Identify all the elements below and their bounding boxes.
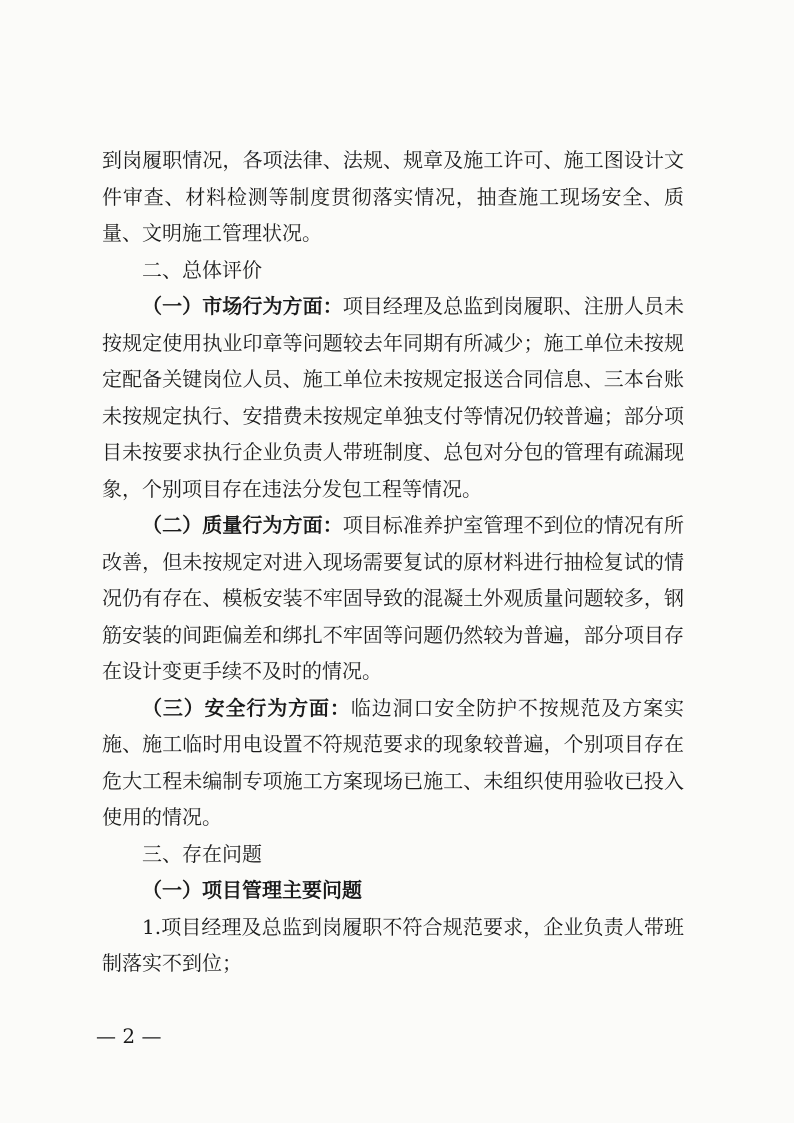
document-body (102, 142, 684, 982)
paragraph-quality-behavior: （二）质量行为方面：项目标准养护室管理不到位的情况有所改善，但未按规定对进入现场需要复试的原材料进行抽检复试的情况仍有存在、模板安装不牢固导致的混凝土外观质量问题较多，钢筋安装的间距偏差和绑扎不牢固等问题仍然较为普遍，部分项目存在设计变更手续不及时的情况。 (102, 513, 685, 683)
subheading-market-behavior: （一）市场行为方面： (142, 294, 343, 318)
list-item-1: 1.项目经理及总监到岗履职不符合规范要求，企业负责人带班制落实不到位； (102, 914, 684, 975)
heading-existing-problems: 三、存在问题 (142, 841, 262, 866)
page-number: — 2 — (96, 1024, 162, 1048)
subheading-safety-behavior: （三）安全行为方面： (142, 695, 351, 720)
paragraph-intro-continuation: 到岗履职情况，各项法律、法规、规章及施工许可、施工图设计文件审查、材料检测等制度贯彻落实情况，抽查施工现场安全、质量、文明施工管理状况。 (102, 148, 684, 245)
paragraph-safety-behavior: （三）安全行为方面：临边洞口安全防护不按规范及方案实施、施工临时用电设置不符规范要求的现象较普遍，个别项目存在危大工程未编制专项施工方案现场已施工、未组织使用验收已投入使用的情况。 (102, 695, 685, 829)
subheading-project-management-problems: （一）项目管理主要问题 (142, 878, 362, 902)
subheading-quality-behavior: （二）质量行为方面： (142, 513, 343, 537)
paragraph-market-behavior: （一）市场行为方面：项目经理及总监到岗履职、注册人员未按规定使用执业印章等问题较去年同期有所减少；施工单位未按规定配备关键岗位人员、施工单位未按规定报送合同信息、三本台账未按规定执行、安措费未按规定单独支付等情况仍较普遍；部分项目未按要求执行企业负责人带班制度、总包对分包的管理有疏漏现象，个别项目存在违法分发包工程等情况。 (102, 294, 685, 501)
heading-overall-evaluation: 二、总体评价 (142, 257, 262, 282)
